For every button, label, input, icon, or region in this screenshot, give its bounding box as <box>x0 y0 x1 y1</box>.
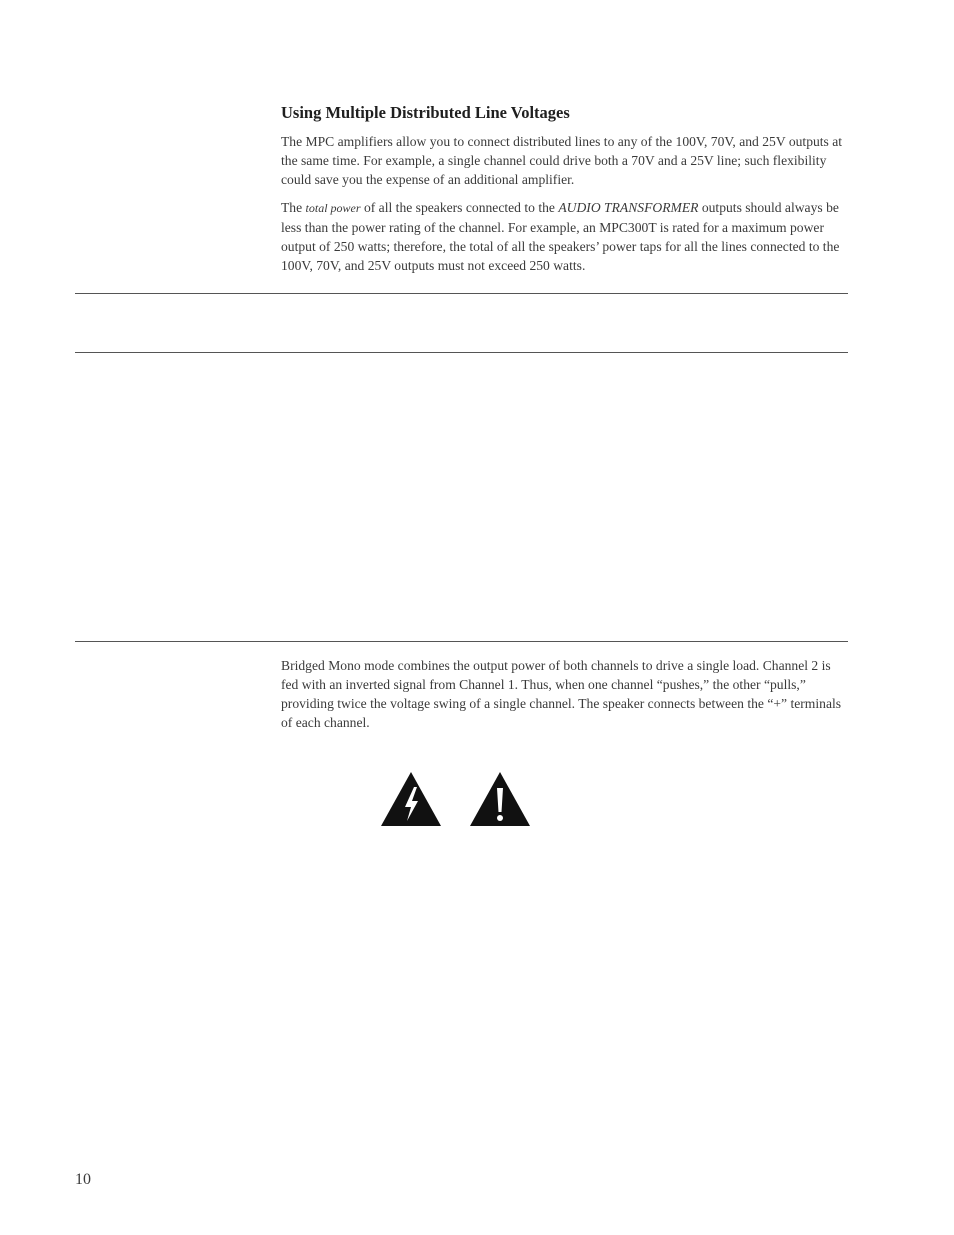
paragraph-text: outputs should always be less than the power rating of the channel. For example, an MPC300T is rated for a maximum power output of 250 watts; therefore, the total of all the speakers’ power taps for all the lines connected to the 100V, 70V, and 25V outputs must not exceed 250 watts. <box>281 200 840 273</box>
paragraph-text: The <box>281 200 306 215</box>
paragraph-text: of all the speakers connected to the <box>360 200 559 215</box>
emphasis-total-power: total power <box>305 201 361 215</box>
emphasis-audio-transformer: AUDIO TRANSFORMER <box>558 200 699 215</box>
paragraph-bridged-mono: Bridged Mono mode combines the output power of both channels to drive a single load. Channel 2 is fed with an inverted signal from Channel 1. Thus, when one channel “pushes,” the other “pulls,” providing twice the voltage swing of a single channel. The speaker connects between the “+” terminals of each channel. <box>281 658 842 730</box>
divider <box>75 293 848 294</box>
paragraph-multiple-voltages: The MPC amplifiers allow you to connect distributed lines to any of the 100V, 70V, and 25V outputs at the same time. For example, a single channel could drive both a 70V and a 25V line; such flexibility could save you the expense of an additional amplifier. <box>281 134 843 187</box>
paragraph-total-power <box>281 198 851 275</box>
section-heading: Using Multiple Distributed Line Voltages <box>281 103 570 122</box>
electric-shock-warning-icon <box>380 771 442 827</box>
caution-exclamation-icon <box>469 771 531 827</box>
divider <box>75 641 848 642</box>
page-number: 10 <box>75 1171 91 1188</box>
divider <box>75 352 848 353</box>
